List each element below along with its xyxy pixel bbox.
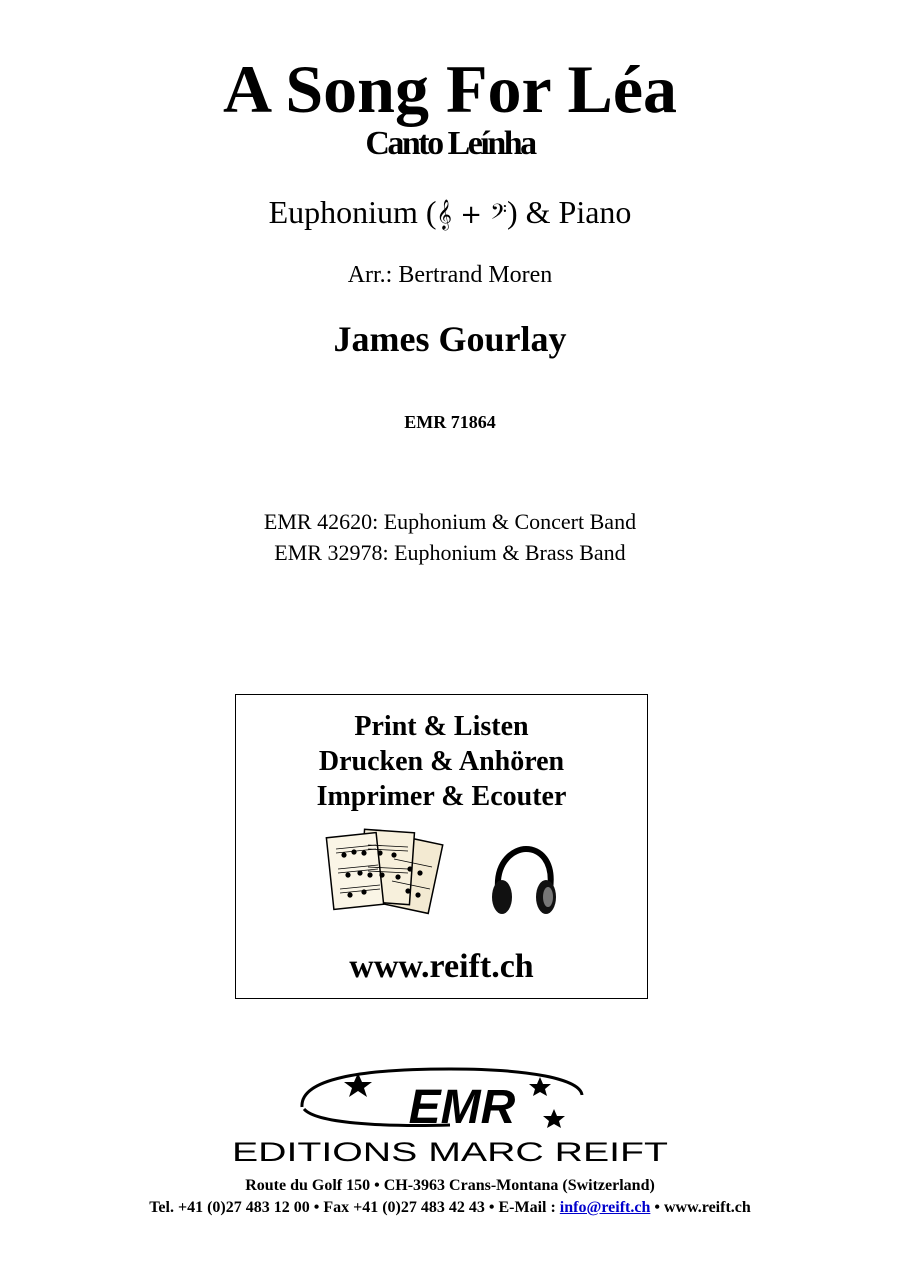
bass-clef-icon: 𝄢 — [490, 200, 507, 230]
publisher-contact — [0, 1198, 900, 1218]
other-edition: EMR 32978: Euphonium & Brass Band — [274, 540, 626, 565]
composer: James Gourlay — [333, 319, 567, 359]
emr-logo — [230, 1065, 670, 1165]
sheet-music-icon — [324, 825, 454, 925]
print-listen-box — [235, 694, 648, 999]
treble-clef-icon: 𝄞 — [436, 200, 452, 230]
publisher-address: Route du Golf 150 • CH-3963 Crans-Montana (Switzerland) — [245, 1177, 655, 1194]
catalog-number: EMR 71864 — [404, 412, 496, 432]
promo-url: www.reift.ch — [349, 948, 534, 985]
headphones-icon — [488, 843, 558, 923]
contact-phone-fax: Tel. +41 (0)27 483 12 00 • Fax +41 (0)27 483 42 43 • E-Mail : — [149, 1199, 560, 1216]
plus-sign: + — [451, 200, 491, 230]
subtitle: Canto Leínha — [365, 125, 535, 162]
arranger: Arr.: Bertrand Moren — [347, 262, 553, 288]
instrumentation — [0, 192, 900, 235]
instrumentation-end: ) & Piano — [506, 194, 632, 230]
publisher-name: EDITIONS MARC REIFT — [232, 1137, 668, 1165]
email-link[interactable]: info@reift.ch — [559, 1199, 651, 1216]
promo-line: Print & Listen — [354, 711, 529, 742]
promo-line: Drucken & Anhören — [318, 746, 565, 777]
contact-website: • www.reift.ch — [650, 1199, 751, 1216]
other-edition: EMR 42620: Euphonium & Concert Band — [263, 509, 637, 534]
instrumentation-start: Euphonium ( — [268, 194, 437, 230]
title: A Song For Léa — [222, 51, 678, 127]
logo-text: EMR — [408, 1081, 516, 1134]
promo-line: Imprimer & Ecouter — [316, 781, 567, 812]
